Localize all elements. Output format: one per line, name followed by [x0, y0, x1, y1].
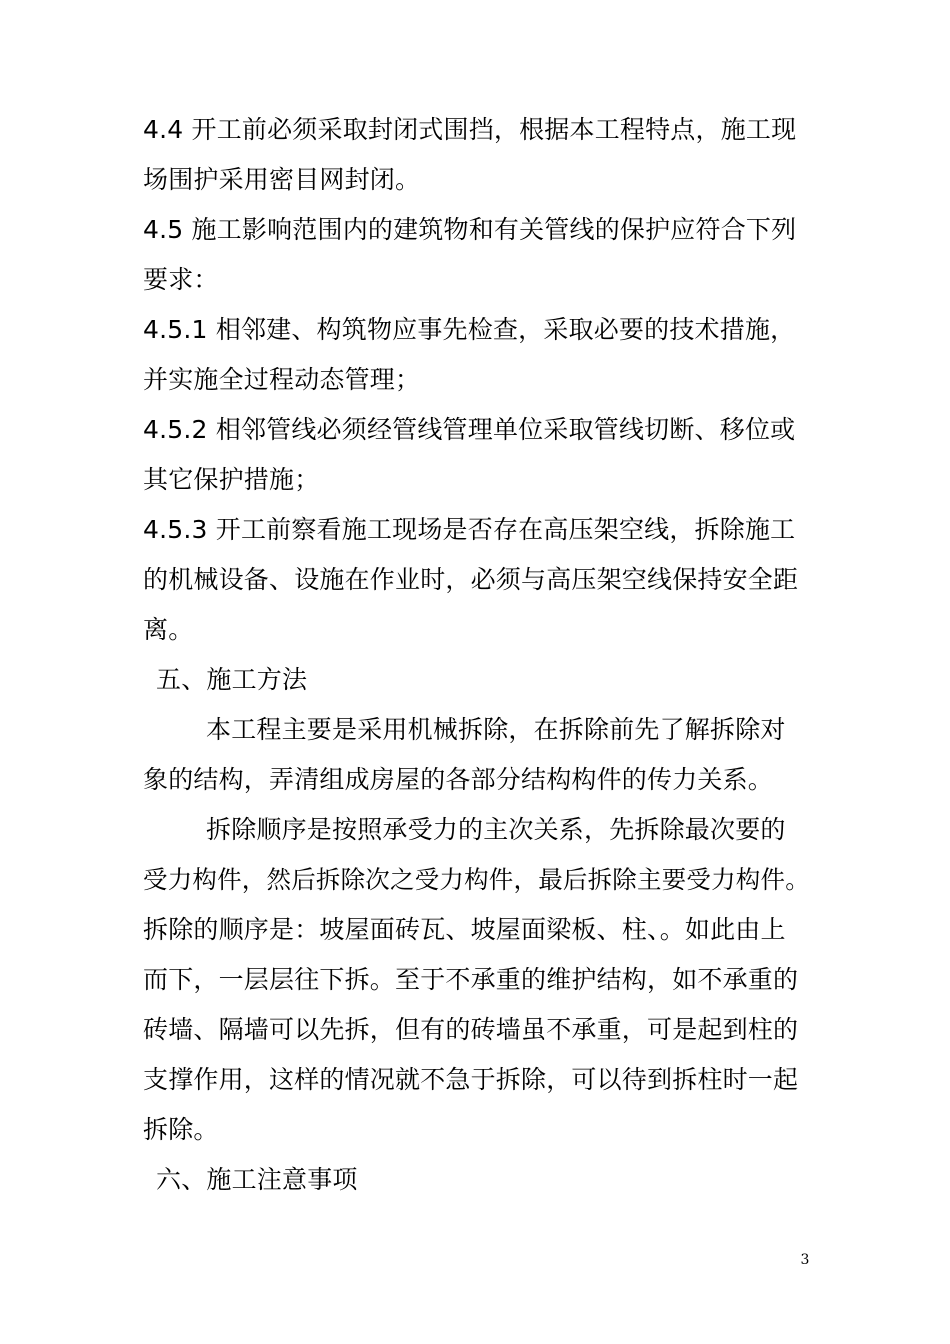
section-4-5-1-line-1: 4.5.1 相邻建、构筑物应事先检查，采取必要的技术措施， — [143, 315, 796, 344]
section-4-5-3-line-2: 的机械设备、设施在作业时，必须与高压架空线保持安全距 — [143, 565, 799, 594]
paragraph-order-line-7: 拆除。 — [143, 1115, 219, 1144]
section-4-4-line-1: 4.4 开工前必须采取封闭式围挡，根据本工程特点，施工现 — [143, 115, 797, 144]
document-body — [143, 105, 815, 1205]
paragraph-order-line-3: 拆除的顺序是：坡屋面砖瓦、坡屋面梁板、柱、。如此由上 — [143, 915, 786, 944]
section-4-4-line-2: 场围护采用密目网封闭。 — [143, 165, 421, 194]
paragraph-order-line-4: 而下，一层层往下拆。至于不承重的维护结构，如不承重的 — [143, 965, 799, 994]
paragraph-order-line-1: 拆除顺序是按照承受力的主次关系，先拆除最次要的 — [206, 815, 786, 844]
paragraph-method-line-2: 象的结构，弄清组成房屋的各部分结构构件的传力关系。 — [143, 765, 774, 794]
paragraph-method-line-1: 本工程主要是采用机械拆除，在拆除前先了解拆除对 — [206, 715, 786, 744]
paragraph-order-line-2: 受力构件，然后拆除次之受力构件，最后拆除主要受力构件。 — [143, 865, 810, 894]
section-4-5-3-line-3: 离。 — [143, 615, 194, 644]
paragraph-order-line-5: 砖墙、隔墙可以先拆，但有的砖墙虽不承重，可是起到柱的 — [143, 1015, 799, 1044]
section-4-5-line-1: 4.5 施工影响范围内的建筑物和有关管线的保护应符合下列 — [143, 215, 797, 244]
heading-section-5: 五、施工方法 — [156, 665, 308, 694]
heading-section-6: 六、施工注意事项 — [156, 1165, 358, 1194]
section-4-5-2-line-1: 4.5.2 相邻管线必须经管线管理单位采取管线切断、移位或 — [143, 415, 796, 444]
paragraph-order-line-6: 支撑作用，这样的情况就不急于拆除，可以待到拆柱时一起 — [143, 1065, 799, 1094]
page-number: 3 — [800, 1252, 810, 1268]
section-4-5-1-line-2: 并实施全过程动态管理； — [143, 365, 421, 394]
section-4-5-line-2: 要求： — [143, 265, 219, 294]
section-4-5-2-line-2: 其它保护措施； — [143, 465, 320, 494]
section-4-5-3-line-1: 4.5.3 开工前察看施工现场是否存在高压架空线，拆除施工 — [143, 515, 796, 544]
